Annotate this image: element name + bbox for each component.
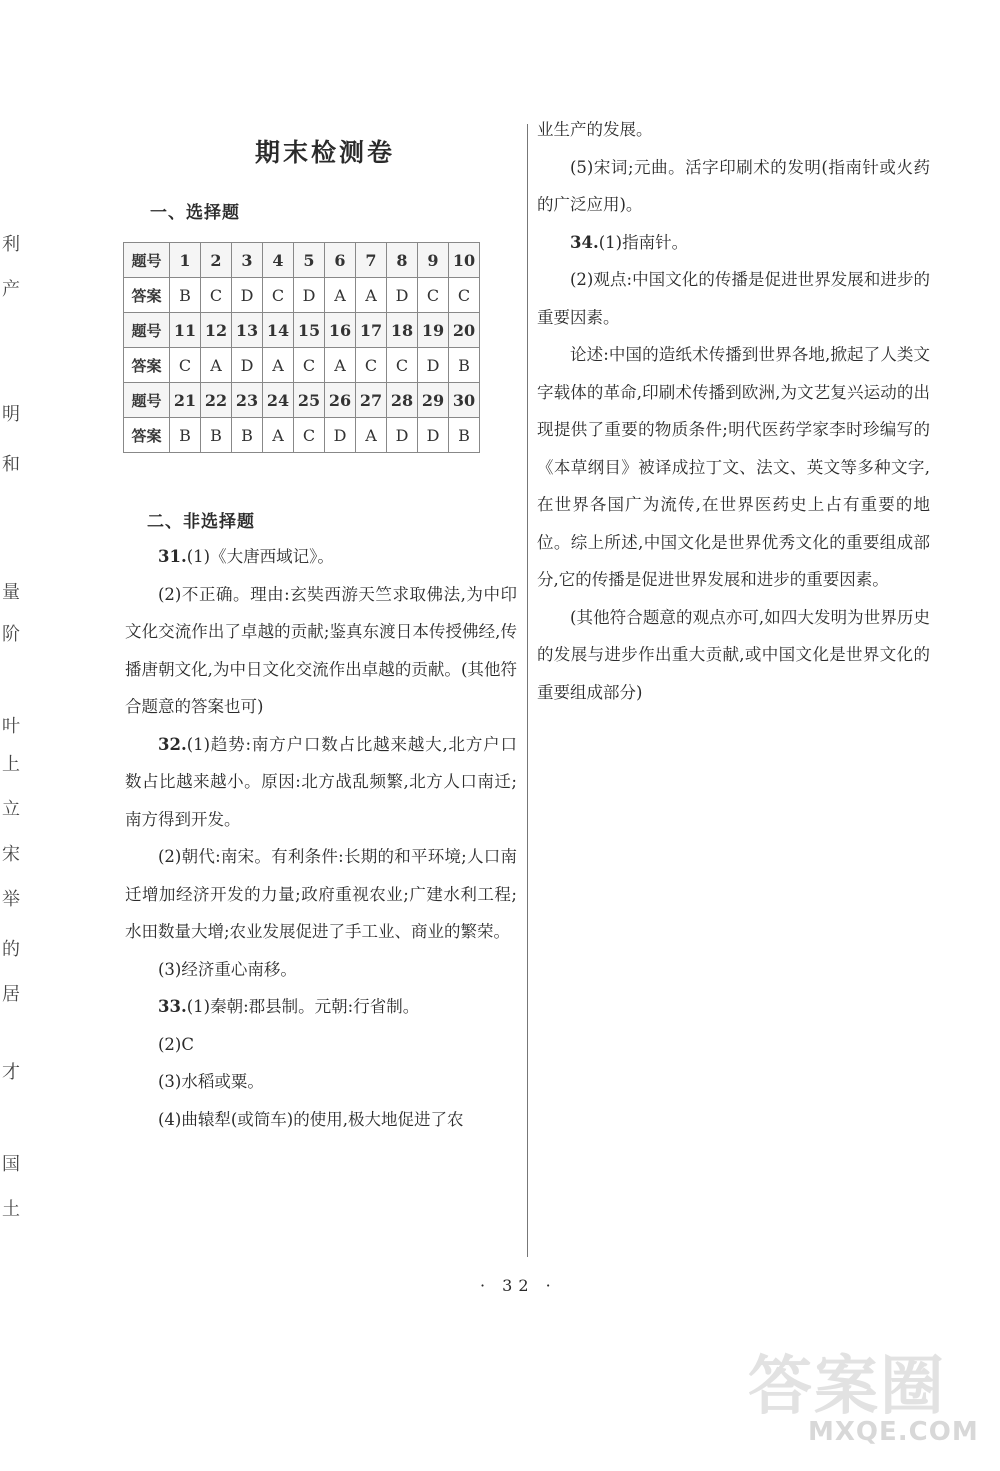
table-cell: 20 <box>449 313 480 348</box>
table-cell: 23 <box>232 383 263 418</box>
answer-paragraph <box>125 1026 517 1064</box>
answer-text: (2)朝代:南宋。有利条件:长期的和平环境;人口南迁增加经济开发的力量;政府重视农业;广建水利工程;水田数量大增;农业发展促进了手工业、商业的繁荣。 <box>125 847 517 941</box>
table-cell: A <box>201 348 232 383</box>
answer-paragraph <box>125 1101 517 1139</box>
margin-fragment-char: 土 <box>2 1199 20 1220</box>
column-divider <box>527 124 528 1257</box>
table-cell: 14 <box>263 313 294 348</box>
margin-fragment-char: 量 <box>2 582 20 603</box>
table-cell: A <box>325 278 356 313</box>
table-cell: C <box>201 278 232 313</box>
answer-text: (3)经济重心南移。 <box>158 959 297 979</box>
table-cell: 24 <box>263 383 294 418</box>
table-cell: 27 <box>356 383 387 418</box>
margin-fragment-char: 利 <box>2 234 20 255</box>
table-cell: D <box>325 418 356 453</box>
answer-paragraph <box>125 988 517 1026</box>
margin-fragment-char: 叶 <box>2 716 20 737</box>
row-header-cell: 答案 <box>124 348 170 383</box>
margin-fragment-char: 的 <box>2 939 20 960</box>
answer-text: 业生产的发展。 <box>537 120 653 139</box>
answer-text: (1)指南针。 <box>598 232 689 252</box>
question-number-row <box>124 313 480 348</box>
margin-fragment-char: 国 <box>2 1154 20 1175</box>
answer-text: (2)不正确。理由:玄奘西游天竺求取佛法,为中印文化交流作出了卓越的贡献;鉴真东渡日本传授佛经,传播唐朝文化,为中日文化交流作出卓越的贡献。(其他符合题意的答案也可) <box>125 584 517 716</box>
answer-paragraph <box>125 538 517 576</box>
left-margin-fragments <box>2 0 24 1471</box>
table-cell: 17 <box>356 313 387 348</box>
table-cell: C <box>294 418 325 453</box>
table-cell: 25 <box>294 383 325 418</box>
row-header-cell: 题号 <box>124 243 170 278</box>
table-cell: C <box>356 348 387 383</box>
table-cell: 7 <box>356 243 387 278</box>
answer-paragraph <box>537 599 930 712</box>
page-title: 期末检测卷 <box>255 138 396 167</box>
answer-paragraph <box>537 336 930 599</box>
answer-text: (3)水稻或粟。 <box>158 1072 264 1091</box>
row-header-cell: 题号 <box>124 383 170 418</box>
margin-fragment-char: 上 <box>2 754 20 775</box>
margin-fragment-char: 宋 <box>2 844 20 865</box>
answer-paragraph <box>537 149 930 224</box>
table-cell: 6 <box>325 243 356 278</box>
margin-fragment-char: 明 <box>2 404 20 425</box>
table-cell: 30 <box>449 383 480 418</box>
answer-paragraph <box>125 951 517 989</box>
table-cell: 28 <box>387 383 418 418</box>
question-number: 31. <box>158 547 187 566</box>
answer-table <box>123 242 480 453</box>
margin-fragment-char: 立 <box>2 799 20 820</box>
question-number-row <box>124 243 480 278</box>
table-cell: 10 <box>449 243 480 278</box>
answer-paragraph <box>537 224 930 262</box>
answer-text: (其他符合题意的观点亦可,如四大发明为世界历史的发展与进步作出重大贡献,或中国文化是世界文化的重要组成部分) <box>537 607 930 702</box>
table-cell: 4 <box>263 243 294 278</box>
watermark-url: MXQE.COM <box>808 1417 979 1447</box>
table-cell: C <box>387 348 418 383</box>
answer-paragraph <box>125 726 517 839</box>
table-cell: B <box>449 348 480 383</box>
answer-text: (4)曲辕犁(或筒车)的使用,极大地促进了农 <box>158 1109 464 1129</box>
margin-fragment-char: 居 <box>2 984 20 1005</box>
table-cell: D <box>418 348 449 383</box>
row-header-cell: 答案 <box>124 278 170 313</box>
table-cell: C <box>170 348 201 383</box>
margin-fragment-char: 举 <box>2 889 20 910</box>
row-header-cell: 题号 <box>124 313 170 348</box>
right-answer-column <box>537 111 930 711</box>
table-cell: 18 <box>387 313 418 348</box>
table-cell: B <box>201 418 232 453</box>
site-watermark <box>748 1335 978 1455</box>
margin-fragment-char: 产 <box>2 279 20 300</box>
table-cell: D <box>232 278 263 313</box>
table-cell: D <box>387 278 418 313</box>
table-cell: D <box>387 418 418 453</box>
table-cell: 2 <box>201 243 232 278</box>
table-cell: 16 <box>325 313 356 348</box>
margin-fragment-char: 才 <box>2 1062 20 1083</box>
table-cell: C <box>418 278 449 313</box>
answer-text: (1)《大唐西域记》。 <box>186 547 334 566</box>
answer-paragraph <box>125 838 517 951</box>
table-cell: 11 <box>170 313 201 348</box>
table-cell: 26 <box>325 383 356 418</box>
answer-row <box>124 278 480 313</box>
answer-row <box>124 418 480 453</box>
table-cell: 13 <box>232 313 263 348</box>
table-cell: A <box>356 418 387 453</box>
answer-text: (1)趋势:南方户口数占比越来越大,北方户口数占比越来越小。原因:北方战乱频繁,北方人口南迁;南方得到开发。 <box>125 734 517 829</box>
table-cell: A <box>325 348 356 383</box>
left-answer-column <box>125 538 517 1138</box>
answer-paragraph <box>537 111 930 149</box>
question-number: 34. <box>570 232 599 252</box>
table-cell: B <box>232 418 263 453</box>
watermark-logo: 答案圈 <box>748 1350 946 1424</box>
table-cell: 22 <box>201 383 232 418</box>
answer-row <box>124 348 480 383</box>
question-number: 32. <box>158 734 187 754</box>
table-cell: 8 <box>387 243 418 278</box>
answer-text: 论述:中国的造纸术传播到世界各地,掀起了人类文字载体的革命,印刷术传播到欧洲,为文艺复兴运动的出现提供了重要的物质条件;明代医药学家李时珍编写的《本草纲目》被译成拉丁文、法文、英文等多种文字,在世界各国广为流传,在世界医药史上占有重要的地位。综上所述,中国文化是世界优秀文化的重要组成部分,它的传播是促进世界发展和进步的重要因素。 <box>537 345 930 589</box>
section-heading-choice: 一、选择题 <box>150 203 240 223</box>
table-cell: A <box>263 418 294 453</box>
answer-text: (5)宋词;元曲。活字印刷术的发明(指南针或火药的广泛应用)。 <box>537 157 930 214</box>
table-cell: 12 <box>201 313 232 348</box>
answer-paragraph <box>125 1063 517 1101</box>
table-cell: 15 <box>294 313 325 348</box>
table-cell: D <box>418 418 449 453</box>
table-cell: 29 <box>418 383 449 418</box>
answer-text: (1)秦朝:郡县制。元朝:行省制。 <box>186 997 420 1016</box>
table-cell: C <box>263 278 294 313</box>
row-header-cell: 答案 <box>124 418 170 453</box>
table-cell: 21 <box>170 383 201 418</box>
question-number: 33. <box>158 997 187 1016</box>
table-cell: A <box>263 348 294 383</box>
margin-fragment-char: 和 <box>2 454 20 475</box>
page-number: · 32 · <box>480 1276 557 1295</box>
table-cell: 5 <box>294 243 325 278</box>
table-cell: 19 <box>418 313 449 348</box>
table-cell: D <box>294 278 325 313</box>
table-cell: 1 <box>170 243 201 278</box>
answer-paragraph <box>125 576 517 726</box>
table-cell: C <box>449 278 480 313</box>
table-cell: C <box>294 348 325 383</box>
table-cell: B <box>170 278 201 313</box>
table-cell: D <box>232 348 263 383</box>
margin-fragment-char: 阶 <box>2 624 20 645</box>
table-cell: B <box>170 418 201 453</box>
answer-text: (2)观点:中国文化的传播是促进世界发展和进步的重要因素。 <box>537 270 930 327</box>
question-number-row <box>124 383 480 418</box>
section-heading-nonchoice: 二、非选择题 <box>147 512 255 532</box>
answer-text: (2)C <box>158 1034 194 1054</box>
answer-paragraph <box>537 261 930 336</box>
table-cell: A <box>356 278 387 313</box>
table-cell: 9 <box>418 243 449 278</box>
table-cell: B <box>449 418 480 453</box>
table-cell: 3 <box>232 243 263 278</box>
